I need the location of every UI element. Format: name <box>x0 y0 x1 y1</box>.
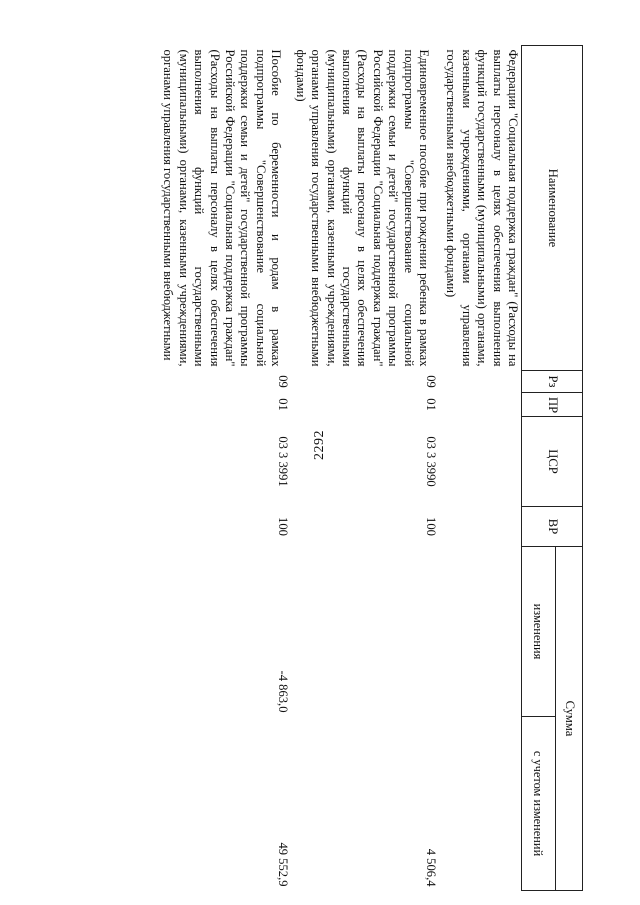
header-rz: Рз <box>522 371 583 393</box>
header-csr: ЦСР <box>522 417 583 507</box>
row-pr <box>439 393 522 417</box>
header-with-changes: с учетом изменений <box>522 717 556 891</box>
header-pr: ПР <box>522 393 583 417</box>
page-number-text: 2292 <box>312 430 327 460</box>
row-with-changes <box>439 717 522 891</box>
row-vr: 100 <box>423 517 438 536</box>
table-header <box>522 46 583 891</box>
row-name: Пособие по беременности и родам в рамках подпрограммы "Совершенствование социальной поддержки семьи и детей" государственной программы Российской Федерации "Социальная поддержка граждан" (Расходы на выплаты персоналу в целях обеспечения выполнения функций государственными (муниципальными) органами, казенными учреждениями, органами управления государственными внебюджетными <box>161 49 284 367</box>
row-csr <box>439 417 522 507</box>
row-rz: 09 <box>423 375 438 388</box>
header-vr: ВР <box>522 507 583 547</box>
row-rz: 09 <box>276 375 291 388</box>
row-csr: 03 3 3991 <box>276 436 291 487</box>
table-row <box>159 46 291 891</box>
header-change: изменения <box>522 547 556 717</box>
row-csr: 03 3 3990 <box>423 436 438 487</box>
row-name: Федерации "Социальная поддержка граждан" (Расходы на выплаты персоналу в целях обеспечения выполнения функций государственными (муниципальными) органами, казенными учреждениями, органами управления государственными внебюджетными фондами) <box>444 49 520 367</box>
budget-table <box>159 45 583 891</box>
row-vr <box>439 507 522 547</box>
row-change: -4 863,0 <box>276 670 291 713</box>
row-with-changes: 49 552,9 <box>276 842 291 887</box>
row-with-changes: 4 506,4 <box>423 848 438 887</box>
table-row <box>291 46 439 891</box>
rotated-sheet <box>98 45 583 890</box>
row-name: Единовременное пособие при рождении ребенка в рамках подпрограммы "Совершенствование социальной поддержки семьи и детей" государственной программы Российской Федерации "Социальная поддержка граждан" (Расходы на выплаты персоналу в целях обеспечения выполнения функций государственными (муниципальными) органами, казенными учреждениями, органами управления государственными внебюджетными фондами) <box>293 49 431 367</box>
row-vr: 100 <box>276 517 291 536</box>
table-body <box>159 46 521 891</box>
header-sum: Сумма <box>556 547 583 891</box>
row-pr: 01 <box>276 398 291 411</box>
table-row <box>439 46 522 891</box>
row-pr: 01 <box>423 398 438 411</box>
row-change <box>291 547 439 717</box>
row-change <box>439 547 522 717</box>
header-name: Наименование <box>522 46 583 371</box>
row-rz <box>439 371 522 393</box>
